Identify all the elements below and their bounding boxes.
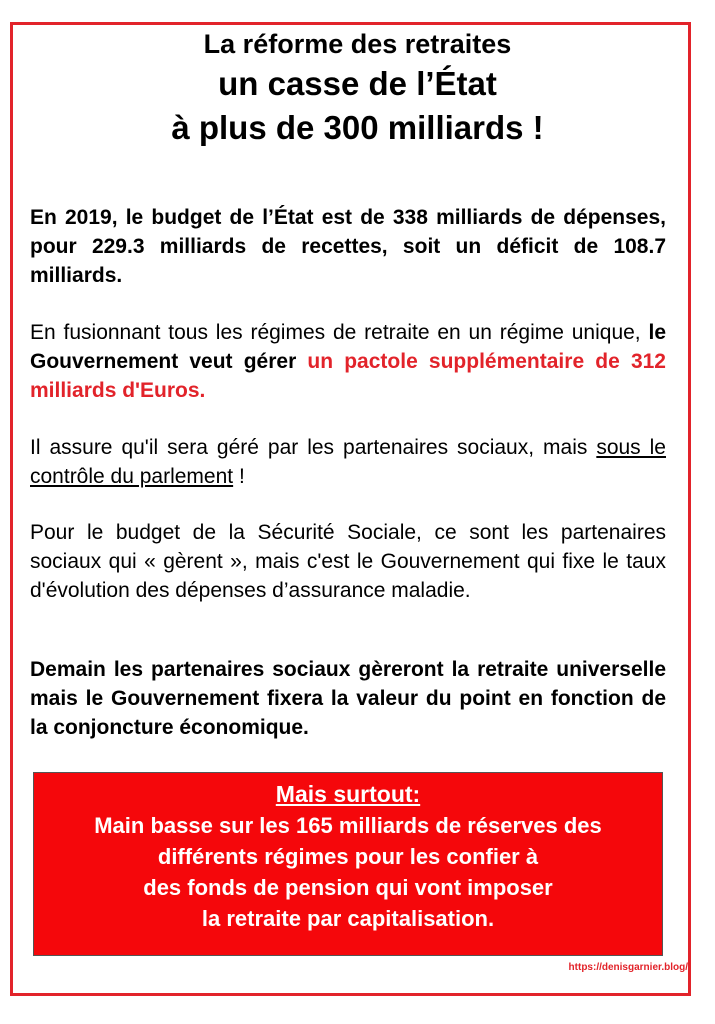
paragraph-fusion — [30, 318, 666, 405]
paragraph-gestion — [30, 433, 666, 491]
title-line-1: La réforme des retraites — [203, 29, 512, 59]
highlight-line-2: différents régimes pour les confier à — [157, 844, 539, 869]
paragraph-gestion-text: Il assure qu'il sera géré par les partenaires sociaux, mais — [30, 436, 597, 459]
paragraph-demain: Demain les partenaires sociaux gèreront la retraite universelle mais le Gouvernement fixera la valeur du point en fonction de la conjoncture économique. — [30, 658, 666, 739]
paragraph-gestion-end: ! — [233, 465, 245, 488]
title-line-2: un casse de l’État — [218, 65, 497, 102]
paragraph-fusion-intro: En fusionnant tous les régimes de retraite en un régime unique, — [30, 321, 649, 344]
highlight-heading: Mais surtout: — [275, 781, 421, 807]
footer-url[interactable]: https://denisgarnier.blog/ — [568, 962, 688, 973]
highlight-line-3: des fonds de pension qui vont imposer — [143, 875, 553, 900]
highlight-line-1: Main basse sur les 165 milliards de réserves des — [94, 813, 602, 838]
highlight-line-4: la retraite par capitalisation. — [201, 906, 495, 931]
paragraph-fusion-gov: le Gouvernement veut gérer — [30, 321, 666, 373]
title-block — [0, 26, 715, 150]
paragraph-secu: Pour le budget de la Sécurité Sociale, ce sont les partenaires sociaux qui « gèrent », mais c'est le Gouvernement qui fixe le taux d'évolution des dépenses d’assurance maladie. — [30, 521, 666, 602]
paragraph-gestion-underlined: sous le contrôle du parlement — [30, 436, 666, 488]
highlight-box — [33, 772, 663, 956]
paragraph-fusion-amount: un pactole supplémentaire de 312 milliards d'Euros. — [30, 350, 666, 402]
title-line-3: à plus de 300 milliards ! — [171, 109, 544, 146]
paragraph-budget: En 2019, le budget de l’État est de 338 milliards de dépenses, pour 229.3 milliards de recettes, soit un déficit de 108.7 milliards. — [30, 206, 666, 287]
